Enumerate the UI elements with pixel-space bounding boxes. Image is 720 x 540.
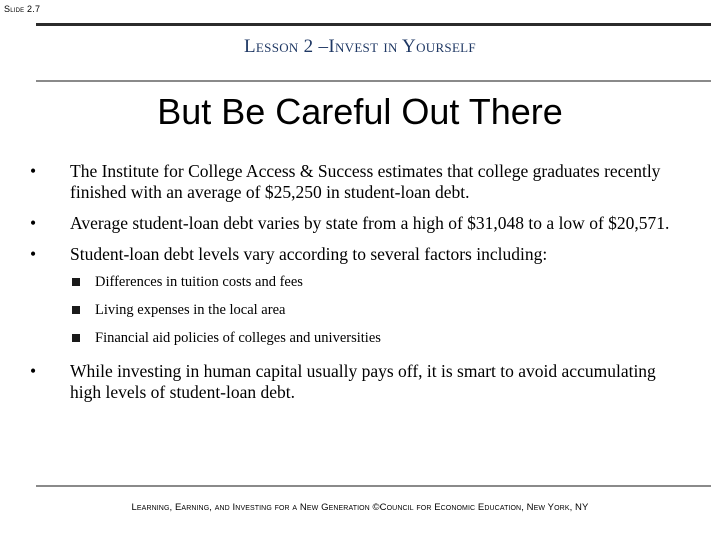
title-divider (36, 80, 711, 82)
sub-bullet-text: Differences in tuition costs and fees (95, 274, 303, 290)
bullet-marker: • (30, 244, 37, 264)
sub-bullet-item (62, 301, 690, 319)
bullet-text: The Institute for College Access & Success estimates that college graduates recently finished with an average of $25,250 in student-loan debt. (70, 161, 661, 202)
sub-bullet-item (62, 329, 690, 347)
slide-number: Slide 2.7 (4, 4, 41, 14)
square-bullet-icon (72, 306, 80, 314)
square-bullet-icon (72, 278, 80, 286)
footer-divider (36, 485, 711, 487)
lesson-title: Lesson 2 –Invest in Yourself (244, 36, 476, 57)
slide-title: But Be Careful Out There (157, 91, 563, 132)
bullet-marker: • (30, 213, 37, 233)
bullet-item (30, 161, 690, 203)
sub-bullet-item (62, 273, 690, 291)
square-bullet-icon (72, 334, 80, 342)
bullet-marker: • (30, 161, 37, 181)
bullet-text: While investing in human capital usually pays off, it is smart to avoid accumulating high levels of student-loan debt. (70, 361, 656, 402)
footer-credit: Learning, Earning, and Investing for a New Generation ©Council for Economic Education, New York, NY (131, 502, 589, 513)
sub-bullet-list (70, 273, 690, 347)
top-divider (36, 23, 711, 26)
bullet-list (30, 161, 690, 413)
sub-bullet-text: Financial aid policies of colleges and universities (95, 330, 381, 346)
bullet-text: Average student-loan debt varies by state from a high of $31,048 to a low of $20,571. (70, 213, 670, 233)
bullet-item (30, 244, 690, 347)
sub-bullet-text: Living expenses in the local area (95, 302, 286, 318)
bullet-text: Student-loan debt levels vary according to several factors including: (70, 244, 548, 264)
bullet-item (30, 213, 690, 234)
bullet-item (30, 361, 690, 403)
bullet-marker: • (30, 361, 37, 381)
